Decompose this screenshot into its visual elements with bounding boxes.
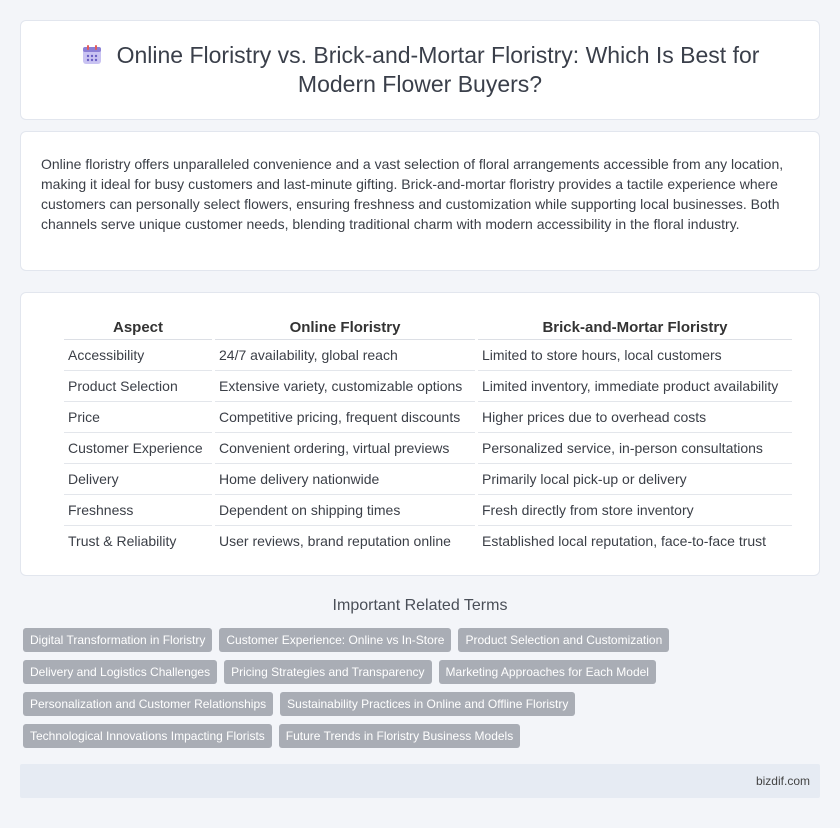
table-header-row [64, 315, 792, 340]
related-terms-heading: Important Related Terms [332, 597, 508, 614]
table-row [64, 340, 792, 371]
title-card [20, 20, 820, 120]
cell-online: Competitive pricing, frequent discounts [215, 402, 475, 433]
cell-online: Extensive variety, customizable options [215, 371, 475, 402]
cell-aspect: Product Selection [64, 371, 212, 402]
header-brick: Brick-and-Mortar Floristry [478, 315, 792, 340]
tag-row [23, 660, 743, 684]
page-title-wrap [60, 41, 780, 99]
cell-aspect: Accessibility [64, 340, 212, 371]
tag-row [23, 724, 743, 748]
cell-online: Convenient ordering, virtual previews [215, 433, 475, 464]
related-term-tag[interactable]: Personalization and Customer Relationships [23, 692, 273, 716]
table-row [64, 402, 792, 433]
related-term-tag[interactable]: Technological Innovations Impacting Florists [23, 724, 272, 748]
cell-brick: Primarily local pick-up or delivery [478, 464, 792, 495]
cell-brick: Established local reputation, face-to-face trust [482, 533, 767, 549]
table-row [64, 495, 792, 526]
table-row [64, 526, 792, 556]
related-term-tag[interactable]: Product Selection and Customization [458, 628, 669, 652]
cell-aspect: Trust & Reliability [68, 533, 177, 549]
cell-brick: Fresh directly from store inventory [478, 495, 792, 526]
related-term-tag[interactable]: Digital Transformation in Floristry [23, 628, 212, 652]
related-term-tag[interactable]: Sustainability Practices in Online and Offline Floristry [280, 692, 575, 716]
footer [20, 764, 820, 798]
cell-brick: Limited inventory, immediate product availability [478, 371, 792, 402]
cell-brick: Higher prices due to overhead costs [478, 402, 792, 433]
intro-card [20, 131, 820, 271]
calendar-icon [81, 44, 103, 66]
cell-aspect: Freshness [64, 495, 212, 526]
comparison-card [20, 292, 820, 576]
footer-site-link[interactable]: bizdif.com [755, 774, 810, 788]
cell-online: 24/7 availability, global reach [215, 340, 475, 371]
tag-row [23, 628, 743, 652]
cell-online: Home delivery nationwide [215, 464, 475, 495]
tag-row [23, 692, 743, 716]
comparison-table [61, 315, 795, 556]
cell-aspect: Delivery [64, 464, 212, 495]
header-aspect: Aspect [64, 315, 212, 340]
cell-brick: Limited to store hours, local customers [478, 340, 792, 371]
related-term-tag[interactable]: Future Trends in Floristry Business Models [279, 724, 520, 748]
related-term-tag[interactable]: Customer Experience: Online vs In-Store [219, 628, 451, 652]
cell-brick: Personalized service, in-person consultations [478, 433, 792, 464]
related-term-tag[interactable]: Marketing Approaches for Each Model [439, 660, 656, 684]
cell-online: User reviews, brand reputation online [219, 533, 451, 549]
cell-aspect: Price [64, 402, 212, 433]
table-row [64, 371, 792, 402]
intro-text: Online floristry offers unparalleled convenience and a vast selection of floral arrangements accessible from any location, making it ideal for busy customers and last-minute gifting. Brick-and-mortar floristry provides a tactile experience where customers can personally select flowers, ensuring freshness and customization while supporting local businesses. Both channels serve unique customer needs, blending traditional charm with modern accessibility in the floral industry. [41, 156, 784, 232]
header-online: Online Floristry [215, 315, 475, 340]
cell-aspect: Customer Experience [64, 433, 212, 464]
related-term-tag[interactable]: Pricing Strategies and Transparency [224, 660, 431, 684]
table-row [64, 433, 792, 464]
table-row [64, 464, 792, 495]
related-term-tag[interactable]: Delivery and Logistics Challenges [23, 660, 217, 684]
related-terms-tags [23, 628, 743, 756]
cell-online: Dependent on shipping times [215, 495, 475, 526]
page-title: Online Floristry vs. Brick-and-Mortar Floristry: Which Is Best for Modern Flower Buyers? [116, 42, 760, 97]
